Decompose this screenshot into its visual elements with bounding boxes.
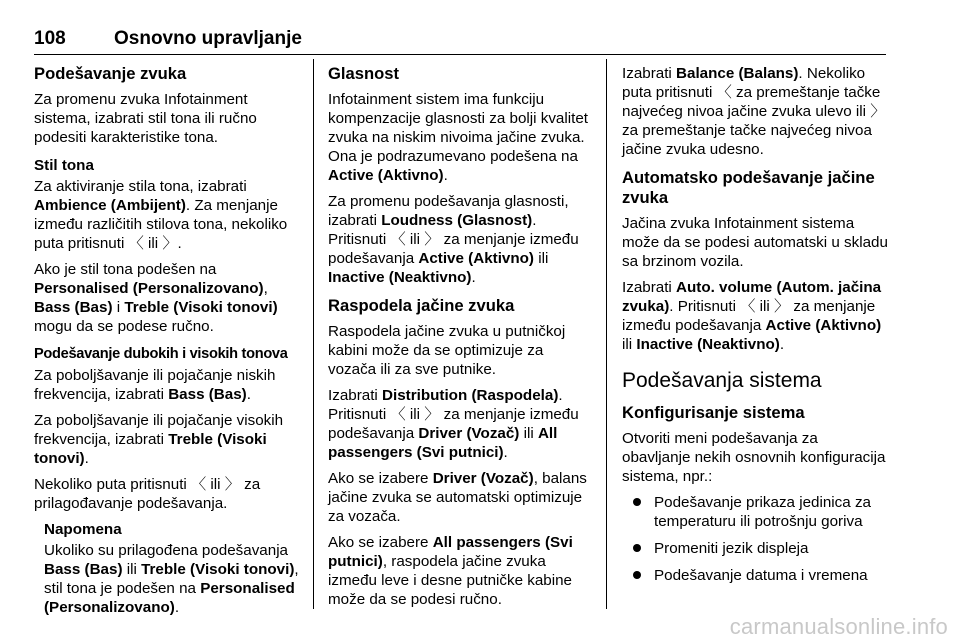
adjust-para: Nekoliko puta pritisnuti 〈 ili 〉 za prilagođavanje podešavanja. (34, 476, 261, 512)
section-title: Osnovno upravljanje (114, 28, 302, 49)
distribution-heading: Raspodela jačine zvuka (328, 296, 515, 315)
distribution-select-para: Izabrati Distribution (Raspodela). Pritisnuti 〈 ili 〉 za menjanje između podešavanja Driver (Vozač) ili All passengers (Svi putnici). (328, 387, 579, 461)
header-rule (34, 54, 886, 55)
bass-para: Za poboljšavanje ili pojačanje niskih frekvencija, izabrati Bass (Bas). (34, 367, 276, 403)
column-divider-2 (606, 59, 607, 609)
arrow-left-icon: 〈 (390, 231, 406, 248)
column-3 (622, 64, 888, 593)
list-item: Promeniti jezik displeja (622, 539, 888, 558)
distribution-intro: Raspodela jačine zvuka u putničkoj kabini može da se optimizuje za vozača ili za sve putnike. (328, 323, 566, 378)
loudness-change-para: Za promenu podešavanja glasnosti, izabrati Loudness (Glasnost). Pritisnuti 〈 ili 〉 za menjanje između podešavanja Active (Aktivno) ili Inactive (Neaktivno). (328, 193, 579, 286)
config-bullet-list (622, 493, 888, 585)
tone-style-para: Za aktiviranje stila tona, izabrati Ambience (Ambijent). Za menjanje između različitih stilova tona, nekoliko puta pritisnuti 〈 ili 〉. (34, 178, 288, 252)
arrow-right-icon: 〉 (162, 235, 178, 252)
arrow-right-icon: 〉 (424, 406, 440, 423)
auto-volume-heading: Automatsko podešavanje jačine zvuka (622, 168, 875, 207)
all-passengers-para: Ako se izabere All passengers (Svi putnici), raspodela jačine zvuka između leve i desne putničke kabine može da se podesi ručno. (328, 534, 573, 608)
arrow-right-icon: 〉 (224, 476, 240, 493)
list-item: Podešavanje datuma i vremena (622, 566, 888, 585)
bullet-icon (633, 544, 641, 552)
watermark: carmanualsonline.info (729, 614, 948, 639)
bullet-icon (633, 571, 641, 579)
column-divider-1 (313, 59, 314, 609)
arrow-left-icon: 〈 (390, 406, 406, 423)
note-heading: Napomena (44, 521, 122, 538)
bass-treble-heading: Podešavanje dubokih i visokih tonova (34, 346, 288, 362)
personalised-para: Ako je stil tona podešen na Personalised (Personalizovano), Bass (Bas) i Treble (Visoki tonovi) mogu da se podese ručno. (34, 261, 278, 335)
page-number: 108 (34, 28, 66, 49)
note-text: Ukoliko su prilagođena podešavanja Bass (Bas) ili Treble (Visoki tonovi), stil tona je podešen na Personalised (Personalizovano). (44, 542, 299, 616)
arrow-left-icon: 〈 (191, 476, 207, 493)
loudness-intro: Infotainment sistem ima funkciju kompenzacije glasnosti za bolji kvalitet zvuka na niskim nivoima jačine zvuka. Ona je podrazumevano podešena na Active (Aktivno). (328, 91, 589, 184)
column-1 (34, 64, 300, 624)
system-config-heading: Konfigurisanje sistema (622, 403, 805, 422)
arrow-left-icon: 〈 (740, 298, 756, 315)
system-config-intro: Otvoriti meni podešavanja za obavljanje nekih osnovnih konfiguracija sistema, npr.: (622, 430, 886, 485)
bullet-icon (633, 498, 641, 506)
loudness-heading: Glasnost (328, 64, 400, 83)
sound-settings-heading: Podešavanje zvuka (34, 64, 187, 83)
page-header (34, 28, 886, 52)
system-settings-heading: Podešavanja sistema (622, 369, 822, 392)
list-item: Podešavanje prikaza jedinica za temperaturu ili potrošnju goriva (622, 493, 888, 531)
arrow-right-icon: 〉 (773, 298, 790, 315)
treble-para: Za poboljšavanje ili pojačanje visokih frekvencija, izabrati Treble (Visoki tonovi). (34, 412, 284, 467)
arrow-left-icon: 〈 (128, 235, 144, 252)
auto-volume-intro: Jačina zvuka Infotainment sistema može da se podesi automatski u skladu sa brzinom vozila. (622, 215, 888, 270)
sound-intro: Za promenu zvuka Infotainment sistema, izabrati stil tona ili ručno podesiti karakteristike tona. (34, 91, 257, 146)
column-2 (328, 64, 594, 616)
balance-para: Izabrati Balance (Balans). Nekoliko puta pritisnuti 〈 za premeštanje tačke najvećeg nivoa jačine zvuka ulevo ili 〉 za premeštanje tačke najvećeg nivoa jačine zvuka udesno. (622, 65, 886, 158)
auto-volume-select-para: Izabrati Auto. volume (Autom. jačina zvuka). Pritisnuti 〈 ili 〉 za menjanje između podešavanja Active (Aktivno) ili Inactive (Neaktivno). (622, 279, 882, 353)
arrow-right-icon: 〉 (424, 231, 440, 248)
tone-style-heading: Stil tona (34, 157, 94, 174)
note-box (44, 520, 300, 617)
arrow-right-icon: 〉 (870, 103, 886, 120)
arrow-left-icon: 〈 (716, 84, 732, 101)
driver-para: Ako se izabere Driver (Vozač), balans jačine zvuka se automatski optimizuje za vozača. (328, 470, 587, 525)
